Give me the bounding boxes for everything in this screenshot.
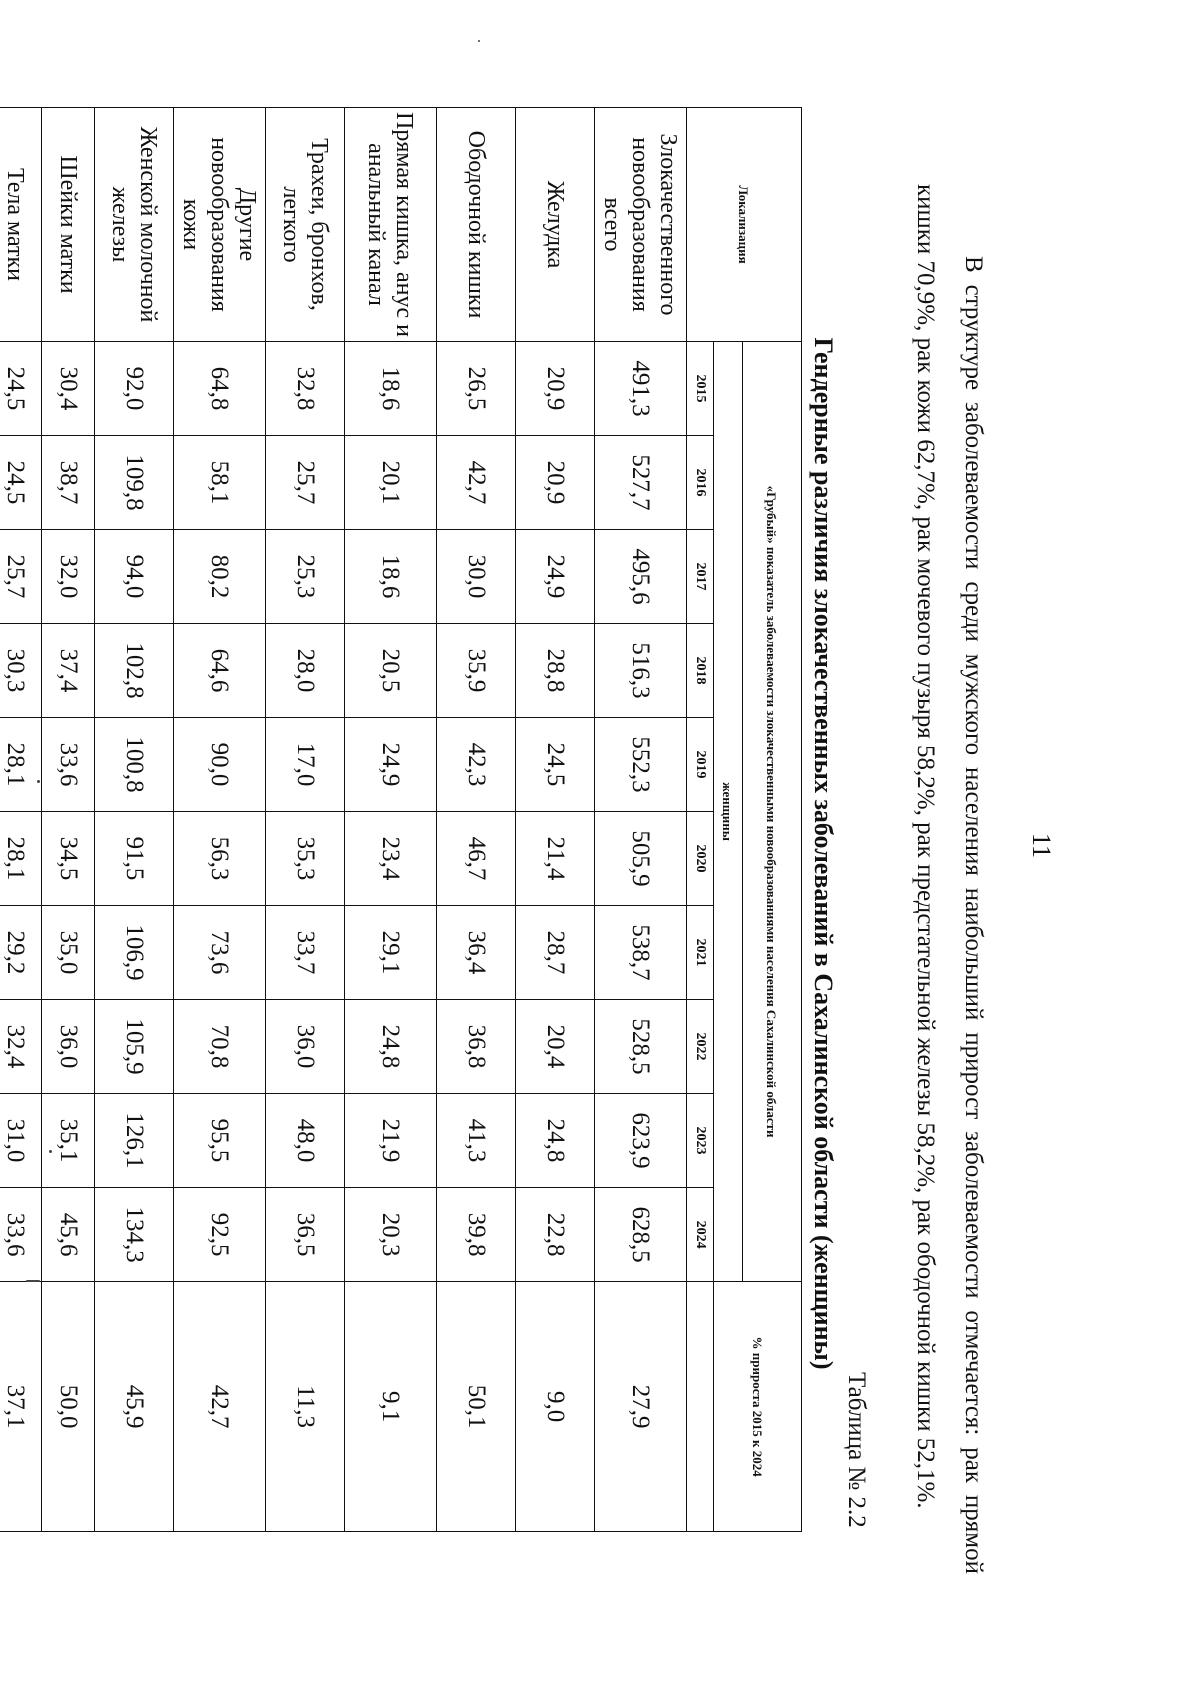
year-header-cell: 2023 bbox=[687, 1094, 714, 1188]
value-cell: 35,0 bbox=[42, 906, 95, 1000]
value-cell: 495,6 bbox=[595, 530, 687, 624]
value-cell: 30,4 bbox=[42, 342, 95, 436]
value-cell: 18,6 bbox=[345, 342, 437, 436]
year-header-cell: 2020 bbox=[687, 812, 714, 906]
intro-paragraph: В структуре заболеваемости среди мужского населения наибольший прирост заболеваемости отмечается: рак прямой кишки 70,9%, рак кожи 62,7%, рак мочевого пузыря 58,2%, рак предстательной железы 58,2%, рак ободочной кишки 52,1%. bbox=[912, 184, 987, 1574]
value-cell: 20,1 bbox=[345, 436, 437, 530]
value-cell: 32,8 bbox=[266, 342, 345, 436]
year-header-cell: 2024 bbox=[687, 1188, 714, 1282]
value-cell: 134,3 bbox=[95, 1188, 174, 1282]
value-cell: 92,5 bbox=[174, 1188, 266, 1282]
table-title: Гендерные различия злокачественных заболеваний в Сахалинской области (женщины) bbox=[809, 337, 838, 1370]
value-cell: 31,0 bbox=[0, 1094, 42, 1188]
incidence-table bbox=[0, 107, 802, 1532]
value-cell: 58,1 bbox=[174, 436, 266, 530]
table-row bbox=[516, 108, 595, 1532]
value-cell: 24,9 bbox=[345, 718, 437, 812]
growth-cell: 11,3 bbox=[266, 1282, 345, 1532]
value-cell: 35,1 bbox=[42, 1094, 95, 1188]
value-cell: 24,5 bbox=[0, 436, 42, 530]
value-cell: 90,0 bbox=[174, 718, 266, 812]
value-cell: 628,5 bbox=[595, 1188, 687, 1282]
value-cell: 552,3 bbox=[595, 718, 687, 812]
table-row bbox=[0, 108, 42, 1532]
value-cell: 20,4 bbox=[516, 1000, 595, 1094]
value-cell: 25,7 bbox=[0, 530, 42, 624]
value-cell: 28,7 bbox=[516, 906, 595, 1000]
year-header-cell: 2021 bbox=[687, 906, 714, 1000]
value-cell: 28,0 bbox=[266, 624, 345, 718]
value-cell: 17,0 bbox=[266, 718, 345, 812]
value-cell: 38,7 bbox=[42, 436, 95, 530]
value-cell: 20,3 bbox=[345, 1188, 437, 1282]
localization-cell: Желудка bbox=[516, 108, 595, 342]
value-cell: 21,9 bbox=[345, 1094, 437, 1188]
table-row bbox=[345, 108, 437, 1532]
year-header-cell: 2017 bbox=[687, 530, 714, 624]
localization-cell: Тела матки bbox=[0, 108, 42, 342]
localization-cell: Женской молочной железы bbox=[95, 108, 174, 342]
value-cell: 46,7 bbox=[437, 812, 516, 906]
scan-speck bbox=[49, 1150, 52, 1153]
value-cell: 26,5 bbox=[437, 342, 516, 436]
value-cell: 516,3 bbox=[595, 624, 687, 718]
localization-cell: Другие новообразования кожи bbox=[174, 108, 266, 342]
value-cell: 70,8 bbox=[174, 1000, 266, 1094]
value-cell: 80,2 bbox=[174, 530, 266, 624]
value-cell: 105,9 bbox=[95, 1000, 174, 1094]
table-body bbox=[0, 108, 687, 1532]
value-cell: 20,9 bbox=[516, 436, 595, 530]
year-header-cell: 2018 bbox=[687, 624, 714, 718]
table-number-label: Таблица № 2.2 bbox=[843, 1372, 870, 1528]
value-cell: 64,8 bbox=[174, 342, 266, 436]
value-cell: 30,0 bbox=[437, 530, 516, 624]
growth-cell: 27,9 bbox=[595, 1282, 687, 1532]
value-cell: 41,3 bbox=[437, 1094, 516, 1188]
year-header-cell: 2022 bbox=[687, 1000, 714, 1094]
value-cell: 36,8 bbox=[437, 1000, 516, 1094]
scan-speck bbox=[26, 1280, 40, 1282]
value-cell: 95,5 bbox=[174, 1094, 266, 1188]
value-cell: 28,1 bbox=[0, 812, 42, 906]
value-cell: 28,1 bbox=[0, 718, 42, 812]
growth-cell: 50,1 bbox=[437, 1282, 516, 1532]
value-cell: 35,9 bbox=[437, 624, 516, 718]
value-cell: 35,3 bbox=[266, 812, 345, 906]
table-row bbox=[95, 108, 174, 1532]
header-indicator: «Грубый» показатель заболеваемости злокачественными новообразованиями населения Сахалинской области bbox=[743, 342, 802, 1282]
value-cell: 20,9 bbox=[516, 342, 595, 436]
scan-speck bbox=[37, 780, 40, 783]
value-cell: 42,3 bbox=[437, 718, 516, 812]
table-row bbox=[42, 108, 95, 1532]
growth-cell: 42,7 bbox=[174, 1282, 266, 1532]
growth-cell: 9,0 bbox=[516, 1282, 595, 1532]
value-cell: 25,7 bbox=[266, 436, 345, 530]
growth-cell: 45,9 bbox=[95, 1282, 174, 1532]
header-growth: % прироста 2015 к 2024 bbox=[714, 1282, 802, 1532]
value-cell: 20,5 bbox=[345, 624, 437, 718]
value-cell: 36,0 bbox=[42, 1000, 95, 1094]
page-number: 11 bbox=[1027, 833, 1056, 859]
value-cell: 73,6 bbox=[174, 906, 266, 1000]
value-cell: 25,3 bbox=[266, 530, 345, 624]
value-cell: 623,9 bbox=[595, 1094, 687, 1188]
value-cell: 505,9 bbox=[595, 812, 687, 906]
table-row bbox=[437, 108, 516, 1532]
value-cell: 29,1 bbox=[345, 906, 437, 1000]
year-header-cell: 2015 bbox=[687, 342, 714, 436]
value-cell: 45,6 bbox=[42, 1188, 95, 1282]
value-cell: 24,5 bbox=[0, 342, 42, 436]
value-cell: 34,5 bbox=[42, 812, 95, 906]
value-cell: 22,8 bbox=[516, 1188, 595, 1282]
growth-cell: 9,1 bbox=[345, 1282, 437, 1532]
header-group: женщины bbox=[714, 342, 743, 1282]
header-localization: Локализация bbox=[687, 108, 802, 342]
value-cell: 33,6 bbox=[42, 718, 95, 812]
value-cell: 32,4 bbox=[0, 1000, 42, 1094]
value-cell: 102,8 bbox=[95, 624, 174, 718]
value-cell: 36,0 bbox=[266, 1000, 345, 1094]
localization-cell: Прямая кишка, анус и анальный канал bbox=[345, 108, 437, 342]
value-cell: 527,7 bbox=[595, 436, 687, 530]
growth-header-blank bbox=[687, 1282, 714, 1532]
value-cell: 528,5 bbox=[595, 1000, 687, 1094]
value-cell: 39,8 bbox=[437, 1188, 516, 1282]
value-cell: 64,6 bbox=[174, 624, 266, 718]
table-row bbox=[595, 108, 687, 1532]
year-header-cell: 2016 bbox=[687, 436, 714, 530]
value-cell: 24,8 bbox=[516, 1094, 595, 1188]
value-cell: 24,5 bbox=[516, 718, 595, 812]
value-cell: 100,8 bbox=[95, 718, 174, 812]
value-cell: 21,4 bbox=[516, 812, 595, 906]
localization-cell: Ободочной кишки bbox=[437, 108, 516, 342]
value-cell: 29,2 bbox=[0, 906, 42, 1000]
value-cell: 106,9 bbox=[95, 906, 174, 1000]
table-row bbox=[174, 108, 266, 1532]
value-cell: 126,1 bbox=[95, 1094, 174, 1188]
value-cell: 30,3 bbox=[0, 624, 42, 718]
localization-cell: Злокачественного новообразования всего bbox=[595, 108, 687, 342]
value-cell: 18,6 bbox=[345, 530, 437, 624]
value-cell: 491,3 bbox=[595, 342, 687, 436]
value-cell: 56,3 bbox=[174, 812, 266, 906]
value-cell: 24,8 bbox=[345, 1000, 437, 1094]
value-cell: 33,6 bbox=[0, 1188, 42, 1282]
value-cell: 36,5 bbox=[266, 1188, 345, 1282]
value-cell: 109,8 bbox=[95, 436, 174, 530]
value-cell: 37,4 bbox=[42, 624, 95, 718]
value-cell: 538,7 bbox=[595, 906, 687, 1000]
value-cell: 23,4 bbox=[345, 812, 437, 906]
localization-cell: Шейки матки bbox=[42, 108, 95, 342]
scan-speck bbox=[478, 40, 480, 42]
localization-cell: Трахеи, бронхов, легкого bbox=[266, 108, 345, 342]
table-row bbox=[266, 108, 345, 1532]
value-cell: 91,5 bbox=[95, 812, 174, 906]
value-cell: 92,0 bbox=[95, 342, 174, 436]
growth-cell: 50,0 bbox=[42, 1282, 95, 1532]
growth-cell: 37,1 bbox=[0, 1282, 42, 1532]
value-cell: 48,0 bbox=[266, 1094, 345, 1188]
value-cell: 42,7 bbox=[437, 436, 516, 530]
value-cell: 94,0 bbox=[95, 530, 174, 624]
value-cell: 28,8 bbox=[516, 624, 595, 718]
value-cell: 32,0 bbox=[42, 530, 95, 624]
value-cell: 36,4 bbox=[437, 906, 516, 1000]
year-header-cell: 2019 bbox=[687, 718, 714, 812]
value-cell: 33,7 bbox=[266, 906, 345, 1000]
value-cell: 24,9 bbox=[516, 530, 595, 624]
